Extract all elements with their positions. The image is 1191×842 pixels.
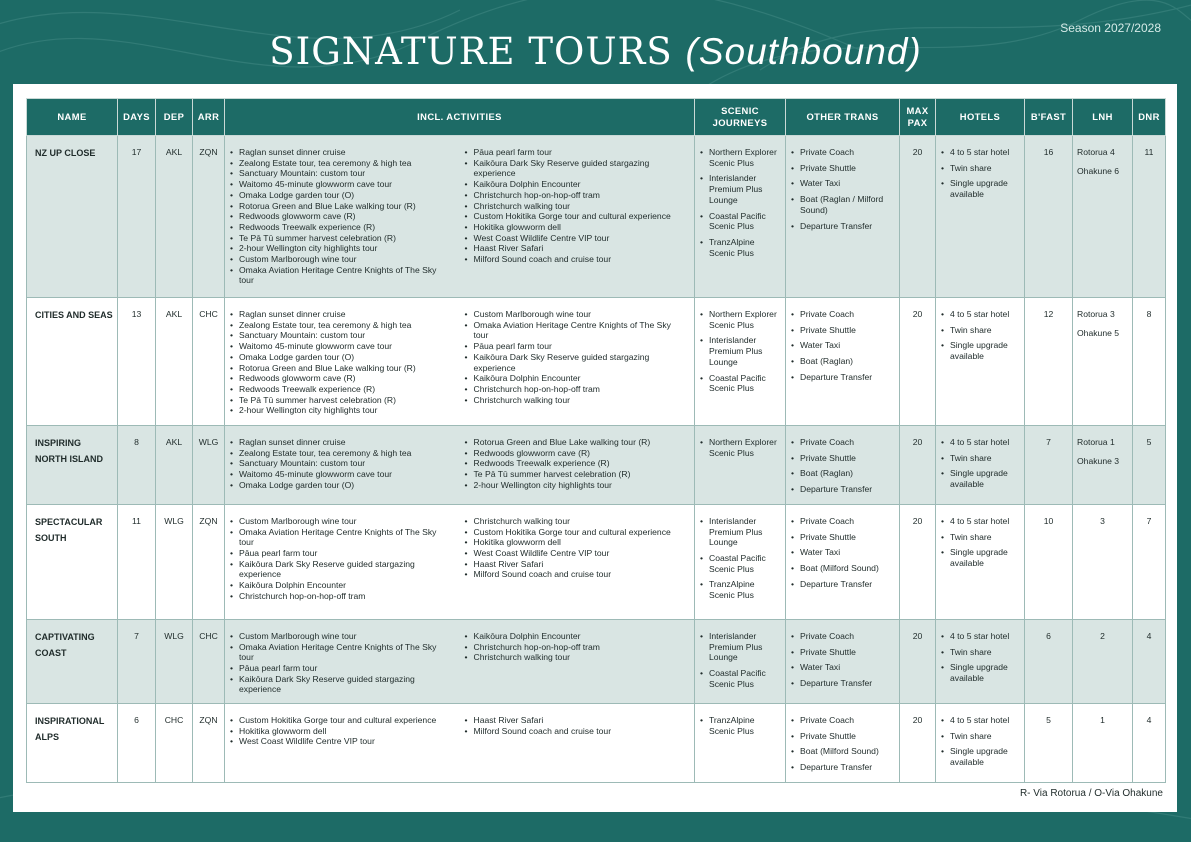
list-item: • Custom Marlborough wine tour <box>464 309 681 320</box>
lunch-cell <box>1073 298 1133 426</box>
list-item: • Christchurch hop-on-hop-off tram <box>229 591 450 602</box>
list-item: • Interislander Premium Plus Lounge <box>699 173 781 205</box>
transport-list <box>790 631 895 689</box>
column-header: DNR <box>1133 99 1166 136</box>
list-item: • 4 to 5 star hotel <box>940 309 1020 320</box>
max-pax: 20 <box>900 298 936 426</box>
activities-columns <box>229 309 690 416</box>
list-item: • Custom Marlborough wine tour <box>229 631 450 642</box>
list-item: • Christchurch walking tour <box>464 395 681 406</box>
lunch-cell <box>1073 619 1133 703</box>
list-item: • Boat (Milford Sound) <box>790 563 895 574</box>
list-item: • Christchurch hop-on-hop-off tram <box>464 190 681 201</box>
activities-list-2 <box>460 516 691 602</box>
tour-days: 13 <box>118 298 156 426</box>
list-item: • 4 to 5 star hotel <box>940 437 1020 448</box>
list-item: • Private Shuttle <box>790 532 895 543</box>
tour-arrival: CHC <box>193 298 225 426</box>
scenic-journeys-cell <box>695 298 786 426</box>
hotels-cell <box>936 426 1025 505</box>
list-item: • Private Coach <box>790 309 895 320</box>
list-item: • Raglan sunset dinner cruise <box>229 309 450 320</box>
list-item: • TranzAlpine Scenic Plus <box>699 237 781 258</box>
table-row <box>27 136 1166 298</box>
list-item: • Single upgrade available <box>940 178 1020 199</box>
hotels-list <box>940 631 1020 684</box>
scenic-list <box>699 715 781 736</box>
lunch-item: Rotorua 3 <box>1077 309 1115 319</box>
list-item: • Twin share <box>940 731 1020 742</box>
title-main: SIGNATURE TOURS <box>269 30 673 73</box>
table-row <box>27 426 1166 505</box>
max-pax: 20 <box>900 619 936 703</box>
list-item: • Water Taxi <box>790 340 895 351</box>
list-item: • Interislander Premium Plus Lounge <box>699 631 781 663</box>
activities-columns <box>229 516 690 602</box>
activities-cell <box>225 703 695 782</box>
lunch-cell <box>1073 426 1133 505</box>
tour-name: INSPIRING NORTH ISLAND <box>27 426 118 505</box>
lunch-item: Ohakune 5 <box>1077 327 1120 338</box>
activities-list-2 <box>460 147 691 286</box>
list-item: • Private Shuttle <box>790 647 895 658</box>
season-label: Season 2027/2028 <box>1060 21 1161 35</box>
list-item: • Private Shuttle <box>790 731 895 742</box>
breakfast-count: 6 <box>1025 619 1073 703</box>
list-item: • Twin share <box>940 325 1020 336</box>
list-item: • Redwoods Treewalk experience (R) <box>229 222 450 233</box>
table-header-row <box>27 99 1166 136</box>
hotels-list <box>940 516 1020 569</box>
list-item: • Boat (Raglan) <box>790 468 895 479</box>
list-item: • Hokitika glowworm dell <box>229 726 450 737</box>
list-item: • Single upgrade available <box>940 340 1020 361</box>
list-item: • Omaka Aviation Heritage Centre Knights of The Sky tour <box>229 527 450 548</box>
dinner-count: 5 <box>1133 426 1166 505</box>
list-item: • Single upgrade available <box>940 547 1020 568</box>
list-item: • Northern Explorer Scenic Plus <box>699 437 781 458</box>
lunch-cell <box>1073 703 1133 782</box>
list-item: • Rotorua Green and Blue Lake walking tour (R) <box>229 201 450 212</box>
activities-list-2 <box>460 309 691 416</box>
activities-cell <box>225 619 695 703</box>
lunch-item: 2 <box>1100 630 1105 641</box>
title-sub: (Southbound) <box>685 31 922 72</box>
tour-days: 7 <box>118 619 156 703</box>
column-header: HOTELS <box>936 99 1025 136</box>
list-item: • Departure Transfer <box>790 762 895 773</box>
other-transport-cell <box>786 298 900 426</box>
list-item: • 2-hour Wellington city highlights tour <box>464 480 681 491</box>
list-item: • Raglan sunset dinner cruise <box>229 147 450 158</box>
hotels-cell <box>936 619 1025 703</box>
tour-name: NZ UP CLOSE <box>27 136 118 298</box>
tour-departure: WLG <box>156 619 193 703</box>
list-item: • Redwoods Treewalk experience (R) <box>229 384 450 395</box>
list-item: • West Coast Wildlife Centre VIP tour <box>464 233 681 244</box>
activities-list-1 <box>229 437 460 491</box>
list-item: • Private Coach <box>790 715 895 726</box>
list-item: • Te Pā Tū summer harvest celebration (R) <box>229 233 450 244</box>
list-item: • Pāua pearl farm tour <box>464 341 681 352</box>
tour-departure: AKL <box>156 136 193 298</box>
list-item: • Pāua pearl farm tour <box>229 548 450 559</box>
column-header: OTHER TRANS <box>786 99 900 136</box>
scenic-journeys-cell <box>695 504 786 619</box>
list-item: • Private Shuttle <box>790 453 895 464</box>
list-item: • Twin share <box>940 453 1020 464</box>
dinner-count: 8 <box>1133 298 1166 426</box>
column-header: B'FAST <box>1025 99 1073 136</box>
list-item: • Water Taxi <box>790 547 895 558</box>
list-item: • Pāua pearl farm tour <box>464 147 681 158</box>
list-item: • Milford Sound coach and cruise tour <box>464 726 681 737</box>
list-item: • Milford Sound coach and cruise tour <box>464 254 681 265</box>
list-item: • 4 to 5 star hotel <box>940 715 1020 726</box>
list-item: • Omaka Lodge garden tour (O) <box>229 352 450 363</box>
tour-name: INSPIRATIONAL ALPS <box>27 703 118 782</box>
list-item: • 4 to 5 star hotel <box>940 631 1020 642</box>
list-item: • Zealong Estate tour, tea ceremony & high tea <box>229 448 450 459</box>
list-item: • Kaikōura Dolphin Encounter <box>464 631 681 642</box>
activities-cell <box>225 504 695 619</box>
list-item: • Kaikōura Dolphin Encounter <box>464 179 681 190</box>
column-header: MAX PAX <box>900 99 936 136</box>
other-transport-cell <box>786 703 900 782</box>
list-item: • Single upgrade available <box>940 468 1020 489</box>
list-item: • Custom Marlborough wine tour <box>229 254 450 265</box>
other-transport-cell <box>786 136 900 298</box>
list-item: • Single upgrade available <box>940 662 1020 683</box>
activities-list-2 <box>460 715 691 747</box>
list-item: • Boat (Raglan / Milford Sound) <box>790 194 895 215</box>
list-item: • Zealong Estate tour, tea ceremony & high tea <box>229 320 450 331</box>
list-item: • Private Coach <box>790 631 895 642</box>
table-row <box>27 298 1166 426</box>
list-item: • Christchurch walking tour <box>464 201 681 212</box>
list-item: • Northern Explorer Scenic Plus <box>699 309 781 330</box>
activities-columns <box>229 631 690 695</box>
tour-days: 6 <box>118 703 156 782</box>
lunch-item: 1 <box>1100 714 1105 725</box>
tour-name: CITIES AND SEAS <box>27 298 118 426</box>
breakfast-count: 16 <box>1025 136 1073 298</box>
tour-arrival: ZQN <box>193 136 225 298</box>
hotels-cell <box>936 136 1025 298</box>
lunch-item: Ohakune 3 <box>1077 455 1120 466</box>
tour-departure: WLG <box>156 504 193 619</box>
table-row <box>27 703 1166 782</box>
column-header: LNH <box>1073 99 1133 136</box>
list-item: • Coastal Pacific Scenic Plus <box>699 211 781 232</box>
list-item: • Pāua pearl farm tour <box>229 663 450 674</box>
tour-departure: CHC <box>156 703 193 782</box>
max-pax: 20 <box>900 426 936 505</box>
list-item: • Redwoods Treewalk experience (R) <box>464 458 681 469</box>
transport-list <box>790 309 895 383</box>
column-header: INCL. ACTIVITIES <box>225 99 695 136</box>
list-item: • Waitomo 45-minute glowworm cave tour <box>229 341 450 352</box>
activities-list-2 <box>460 631 691 695</box>
tour-days: 8 <box>118 426 156 505</box>
list-item: • Sanctuary Mountain: custom tour <box>229 458 450 469</box>
list-item: • Omaka Lodge garden tour (O) <box>229 190 450 201</box>
lunch-item: Rotorua 4 <box>1077 147 1115 157</box>
list-item: • Custom Hokitika Gorge tour and cultural experience <box>229 715 450 726</box>
list-item: • Interislander Premium Plus Lounge <box>699 516 781 548</box>
list-item: • Sanctuary Mountain: custom tour <box>229 330 450 341</box>
list-item: • Water Taxi <box>790 662 895 673</box>
other-transport-cell <box>786 426 900 505</box>
list-item: • Coastal Pacific Scenic Plus <box>699 553 781 574</box>
list-item: • 2-hour Wellington city highlights tour <box>229 243 450 254</box>
list-item: • Interislander Premium Plus Lounge <box>699 335 781 367</box>
lunch-item: Rotorua 1 <box>1077 437 1115 447</box>
list-item: • Coastal Pacific Scenic Plus <box>699 373 781 394</box>
activities-list-1 <box>229 516 460 602</box>
list-item: • Christchurch walking tour <box>464 516 681 527</box>
list-item: • Milford Sound coach and cruise tour <box>464 569 681 580</box>
list-item: • Kaikōura Dolphin Encounter <box>464 373 681 384</box>
list-item: • Christchurch hop-on-hop-off tram <box>464 642 681 653</box>
list-item: • Twin share <box>940 647 1020 658</box>
column-header: SCENIC JOURNEYS <box>695 99 786 136</box>
list-item: • Zealong Estate tour, tea ceremony & high tea <box>229 158 450 169</box>
dinner-count: 4 <box>1133 619 1166 703</box>
list-item: • 4 to 5 star hotel <box>940 516 1020 527</box>
hotels-list <box>940 437 1020 490</box>
scenic-journeys-cell <box>695 703 786 782</box>
list-item: • Custom Hokitika Gorge tour and cultural experience <box>464 527 681 538</box>
tour-arrival: ZQN <box>193 504 225 619</box>
breakfast-count: 5 <box>1025 703 1073 782</box>
scenic-journeys-cell <box>695 426 786 505</box>
tours-table <box>26 98 1166 783</box>
table-row <box>27 619 1166 703</box>
tour-days: 17 <box>118 136 156 298</box>
list-item: • 4 to 5 star hotel <box>940 147 1020 158</box>
list-item: • Rotorua Green and Blue Lake walking tour (R) <box>464 437 681 448</box>
list-item: • Departure Transfer <box>790 678 895 689</box>
list-item: • Redwoods glowworm cave (R) <box>229 373 450 384</box>
list-item: • Departure Transfer <box>790 372 895 383</box>
list-item: • Boat (Raglan) <box>790 356 895 367</box>
tour-name: CAPTIVATING COAST <box>27 619 118 703</box>
list-item: • Te Pā Tū summer harvest celebration (R) <box>229 395 450 406</box>
lunch-cell <box>1073 504 1133 619</box>
hotels-list <box>940 715 1020 768</box>
list-item: • Departure Transfer <box>790 221 895 232</box>
list-item: • Kaikōura Dark Sky Reserve guided stargazing experience <box>229 559 450 580</box>
footnote: R- Via Rotorua / O-Via Ohakune <box>1019 788 1163 799</box>
list-item: • Haast River Safari <box>464 559 681 570</box>
scenic-list <box>699 631 781 690</box>
list-item: • Hokitika glowworm dell <box>464 537 681 548</box>
list-item: • Waitomo 45-minute glowworm cave tour <box>229 179 450 190</box>
max-pax: 20 <box>900 703 936 782</box>
dinner-count: 11 <box>1133 136 1166 298</box>
list-item: • Departure Transfer <box>790 579 895 590</box>
list-item: • Kaikōura Dark Sky Reserve guided stargazing experience <box>464 352 681 373</box>
tour-arrival: ZQN <box>193 703 225 782</box>
activities-cell <box>225 298 695 426</box>
scenic-journeys-cell <box>695 136 786 298</box>
list-item: • Private Shuttle <box>790 163 895 174</box>
scenic-journeys-cell <box>695 619 786 703</box>
tour-departure: AKL <box>156 298 193 426</box>
list-item: • Raglan sunset dinner cruise <box>229 437 450 448</box>
other-transport-cell <box>786 619 900 703</box>
breakfast-count: 7 <box>1025 426 1073 505</box>
activities-list-2 <box>460 437 691 491</box>
tour-departure: AKL <box>156 426 193 505</box>
tour-arrival: CHC <box>193 619 225 703</box>
activities-list-1 <box>229 147 460 286</box>
list-item: • Redwoods glowworm cave (R) <box>464 448 681 459</box>
page-title <box>0 30 1191 73</box>
list-item: • Departure Transfer <box>790 484 895 495</box>
scenic-list <box>699 516 781 601</box>
list-item: • Haast River Safari <box>464 715 681 726</box>
list-item: • Rotorua Green and Blue Lake walking tour (R) <box>229 363 450 374</box>
list-item: • Private Shuttle <box>790 325 895 336</box>
column-header: NAME <box>27 99 118 136</box>
list-item: • Private Coach <box>790 516 895 527</box>
list-item: • Waitomo 45-minute glowworm cave tour <box>229 469 450 480</box>
other-transport-cell <box>786 504 900 619</box>
list-item: • West Coast Wildlife Centre VIP tour <box>464 548 681 559</box>
list-item: • Boat (Milford Sound) <box>790 746 895 757</box>
list-item: • Omaka Lodge garden tour (O) <box>229 480 450 491</box>
activities-list-1 <box>229 309 460 416</box>
list-item: • Omaka Aviation Heritage Centre Knights of The Sky tour <box>229 265 450 286</box>
list-item: • Water Taxi <box>790 178 895 189</box>
list-item: • Haast River Safari <box>464 243 681 254</box>
lunch-item: 3 <box>1100 515 1105 526</box>
dinner-count: 7 <box>1133 504 1166 619</box>
list-item: • Twin share <box>940 532 1020 543</box>
list-item: • Te Pā Tū summer harvest celebration (R) <box>464 469 681 480</box>
hotels-cell <box>936 703 1025 782</box>
scenic-list <box>699 437 781 458</box>
activities-columns <box>229 437 690 491</box>
hotels-cell <box>936 504 1025 619</box>
tour-name: SPECTACULAR SOUTH <box>27 504 118 619</box>
scenic-list <box>699 309 781 394</box>
lunch-cell <box>1073 136 1133 298</box>
table-body <box>27 136 1166 783</box>
list-item: • Christchurch walking tour <box>464 652 681 663</box>
activities-list-1 <box>229 631 460 695</box>
max-pax: 20 <box>900 504 936 619</box>
breakfast-count: 10 <box>1025 504 1073 619</box>
breakfast-count: 12 <box>1025 298 1073 426</box>
list-item: • Hokitika glowworm dell <box>464 222 681 233</box>
dinner-count: 4 <box>1133 703 1166 782</box>
hotels-cell <box>936 298 1025 426</box>
lunch-item: Ohakune 6 <box>1077 165 1120 176</box>
list-item: • Twin share <box>940 163 1020 174</box>
activities-columns <box>229 715 690 747</box>
activities-list-1 <box>229 715 460 747</box>
tour-days: 11 <box>118 504 156 619</box>
list-item: • 2-hour Wellington city highlights tour <box>229 405 450 416</box>
activities-columns <box>229 147 690 286</box>
transport-list <box>790 437 895 495</box>
column-header: ARR <box>193 99 225 136</box>
scenic-list <box>699 147 781 258</box>
list-item: • Kaikōura Dark Sky Reserve guided stargazing experience <box>464 158 681 179</box>
tours-sheet <box>13 84 1177 812</box>
activities-cell <box>225 136 695 298</box>
list-item: • Sanctuary Mountain: custom tour <box>229 168 450 179</box>
list-item: • Omaka Aviation Heritage Centre Knights of The Sky tour <box>464 320 681 341</box>
list-item: • Redwoods glowworm cave (R) <box>229 211 450 222</box>
list-item: • Coastal Pacific Scenic Plus <box>699 668 781 689</box>
list-item: • Northern Explorer Scenic Plus <box>699 147 781 168</box>
column-header: DAYS <box>118 99 156 136</box>
hotels-list <box>940 309 1020 362</box>
list-item: • Custom Hokitika Gorge tour and cultural experience <box>464 211 681 222</box>
list-item: • West Coast Wildlife Centre VIP tour <box>229 736 450 747</box>
transport-list <box>790 516 895 590</box>
list-item: • Omaka Aviation Heritage Centre Knights of The Sky tour <box>229 642 450 663</box>
list-item: • Single upgrade available <box>940 746 1020 767</box>
activities-cell <box>225 426 695 505</box>
column-header: DEP <box>156 99 193 136</box>
list-item: • TranzAlpine Scenic Plus <box>699 579 781 600</box>
transport-list <box>790 147 895 231</box>
tour-arrival: WLG <box>193 426 225 505</box>
list-item: • Custom Marlborough wine tour <box>229 516 450 527</box>
list-item: • Christchurch hop-on-hop-off tram <box>464 384 681 395</box>
list-item: • TranzAlpine Scenic Plus <box>699 715 781 736</box>
table-row <box>27 504 1166 619</box>
list-item: • Private Coach <box>790 147 895 158</box>
max-pax: 20 <box>900 136 936 298</box>
list-item: • Kaikōura Dark Sky Reserve guided stargazing experience <box>229 674 450 695</box>
transport-list <box>790 715 895 773</box>
list-item: • Private Coach <box>790 437 895 448</box>
hotels-list <box>940 147 1020 200</box>
list-item: • Kaikōura Dolphin Encounter <box>229 580 450 591</box>
